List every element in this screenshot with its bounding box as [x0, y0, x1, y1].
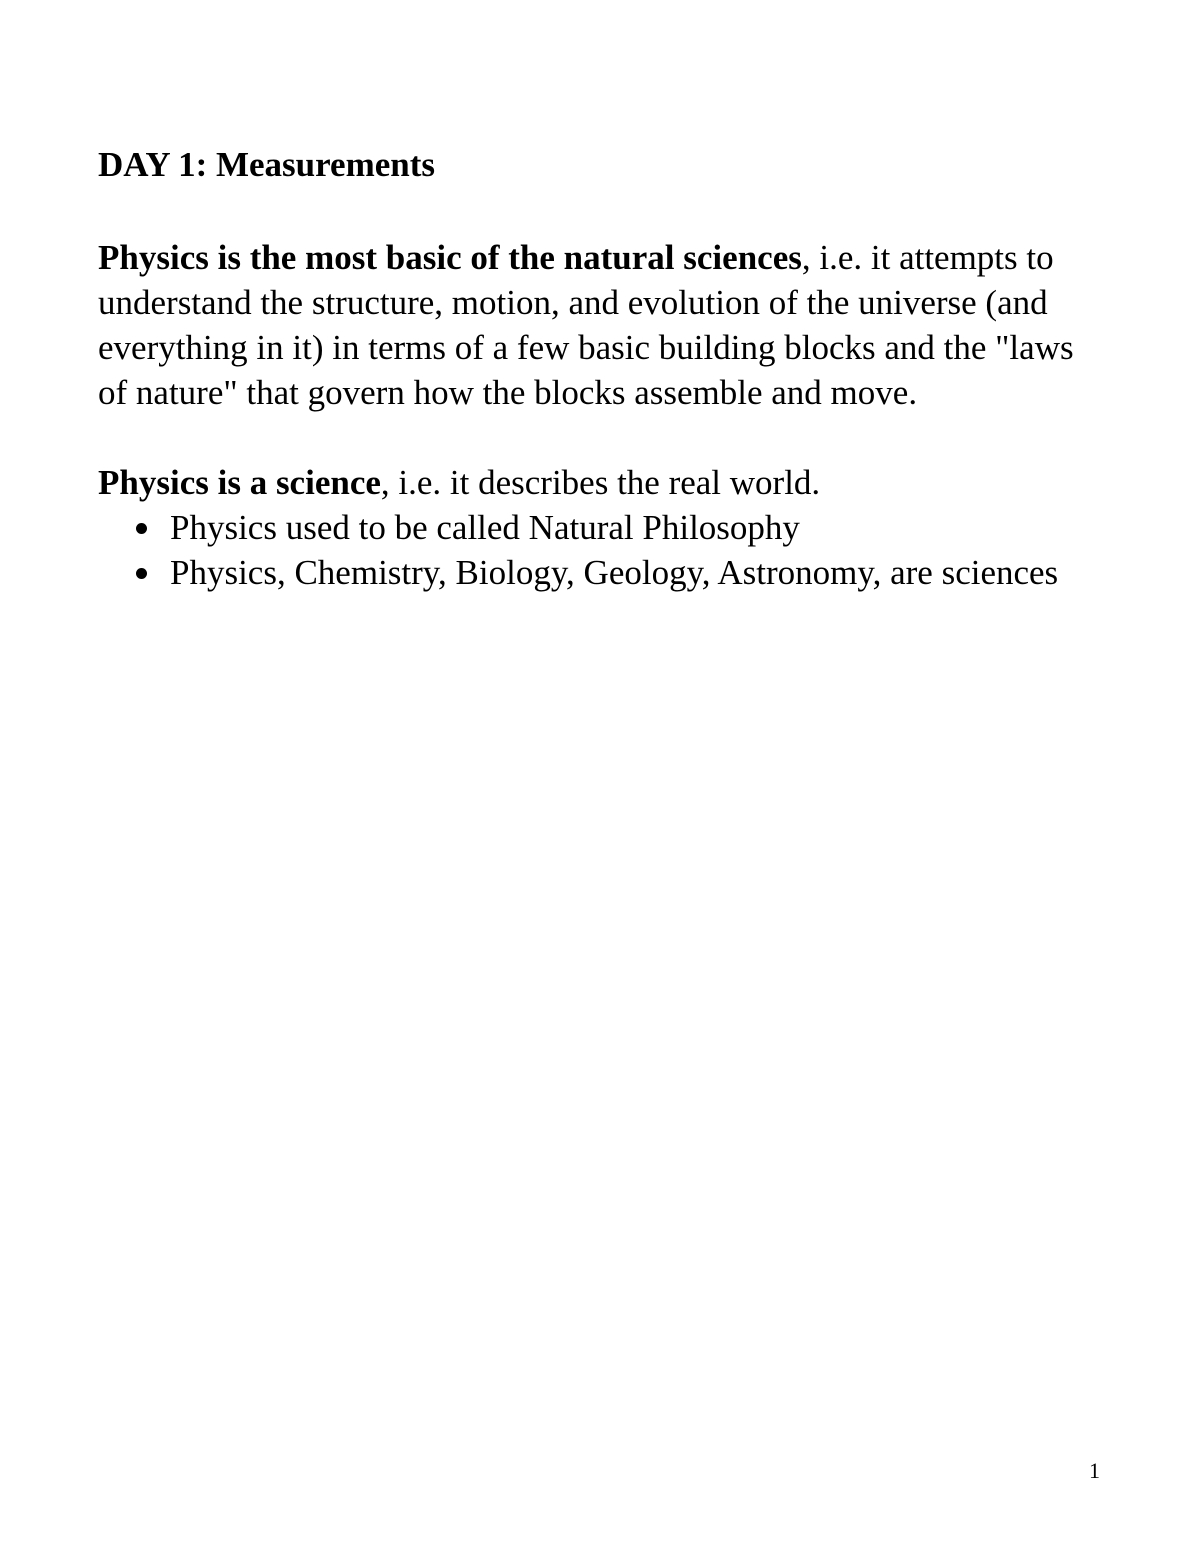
paragraph-physics-science-lead: Physics is a science [98, 463, 381, 502]
paragraph-physics-science [98, 460, 1108, 505]
page-number: 1 [1089, 1458, 1100, 1483]
page-content [98, 140, 1108, 595]
bullet-list [98, 505, 1108, 595]
paragraph-physics-basic [98, 235, 1108, 415]
paragraph-physics-basic-body: , i.e. it attempts to understand the structure, motion, and evolution of the universe (and everything in it) in terms of a few basic building blocks and the "laws of nature" that govern how the blocks assemble and move. [98, 238, 1074, 412]
paragraph-physics-science-body: , i.e. it describes the real world. [380, 463, 821, 502]
bullet-icon [136, 568, 147, 579]
list-item-text: Physics, Chemistry, Biology, Geology, Astronomy, are sciences [170, 553, 1059, 592]
list-item [98, 550, 1108, 595]
bullet-icon [136, 523, 147, 534]
list-item [98, 505, 1108, 550]
list-item-text: Physics used to be called Natural Philosophy [170, 508, 800, 547]
paragraph-physics-basic-lead: Physics is the most basic of the natural sciences [98, 238, 802, 277]
page-title: DAY 1: Measurements [98, 145, 435, 184]
